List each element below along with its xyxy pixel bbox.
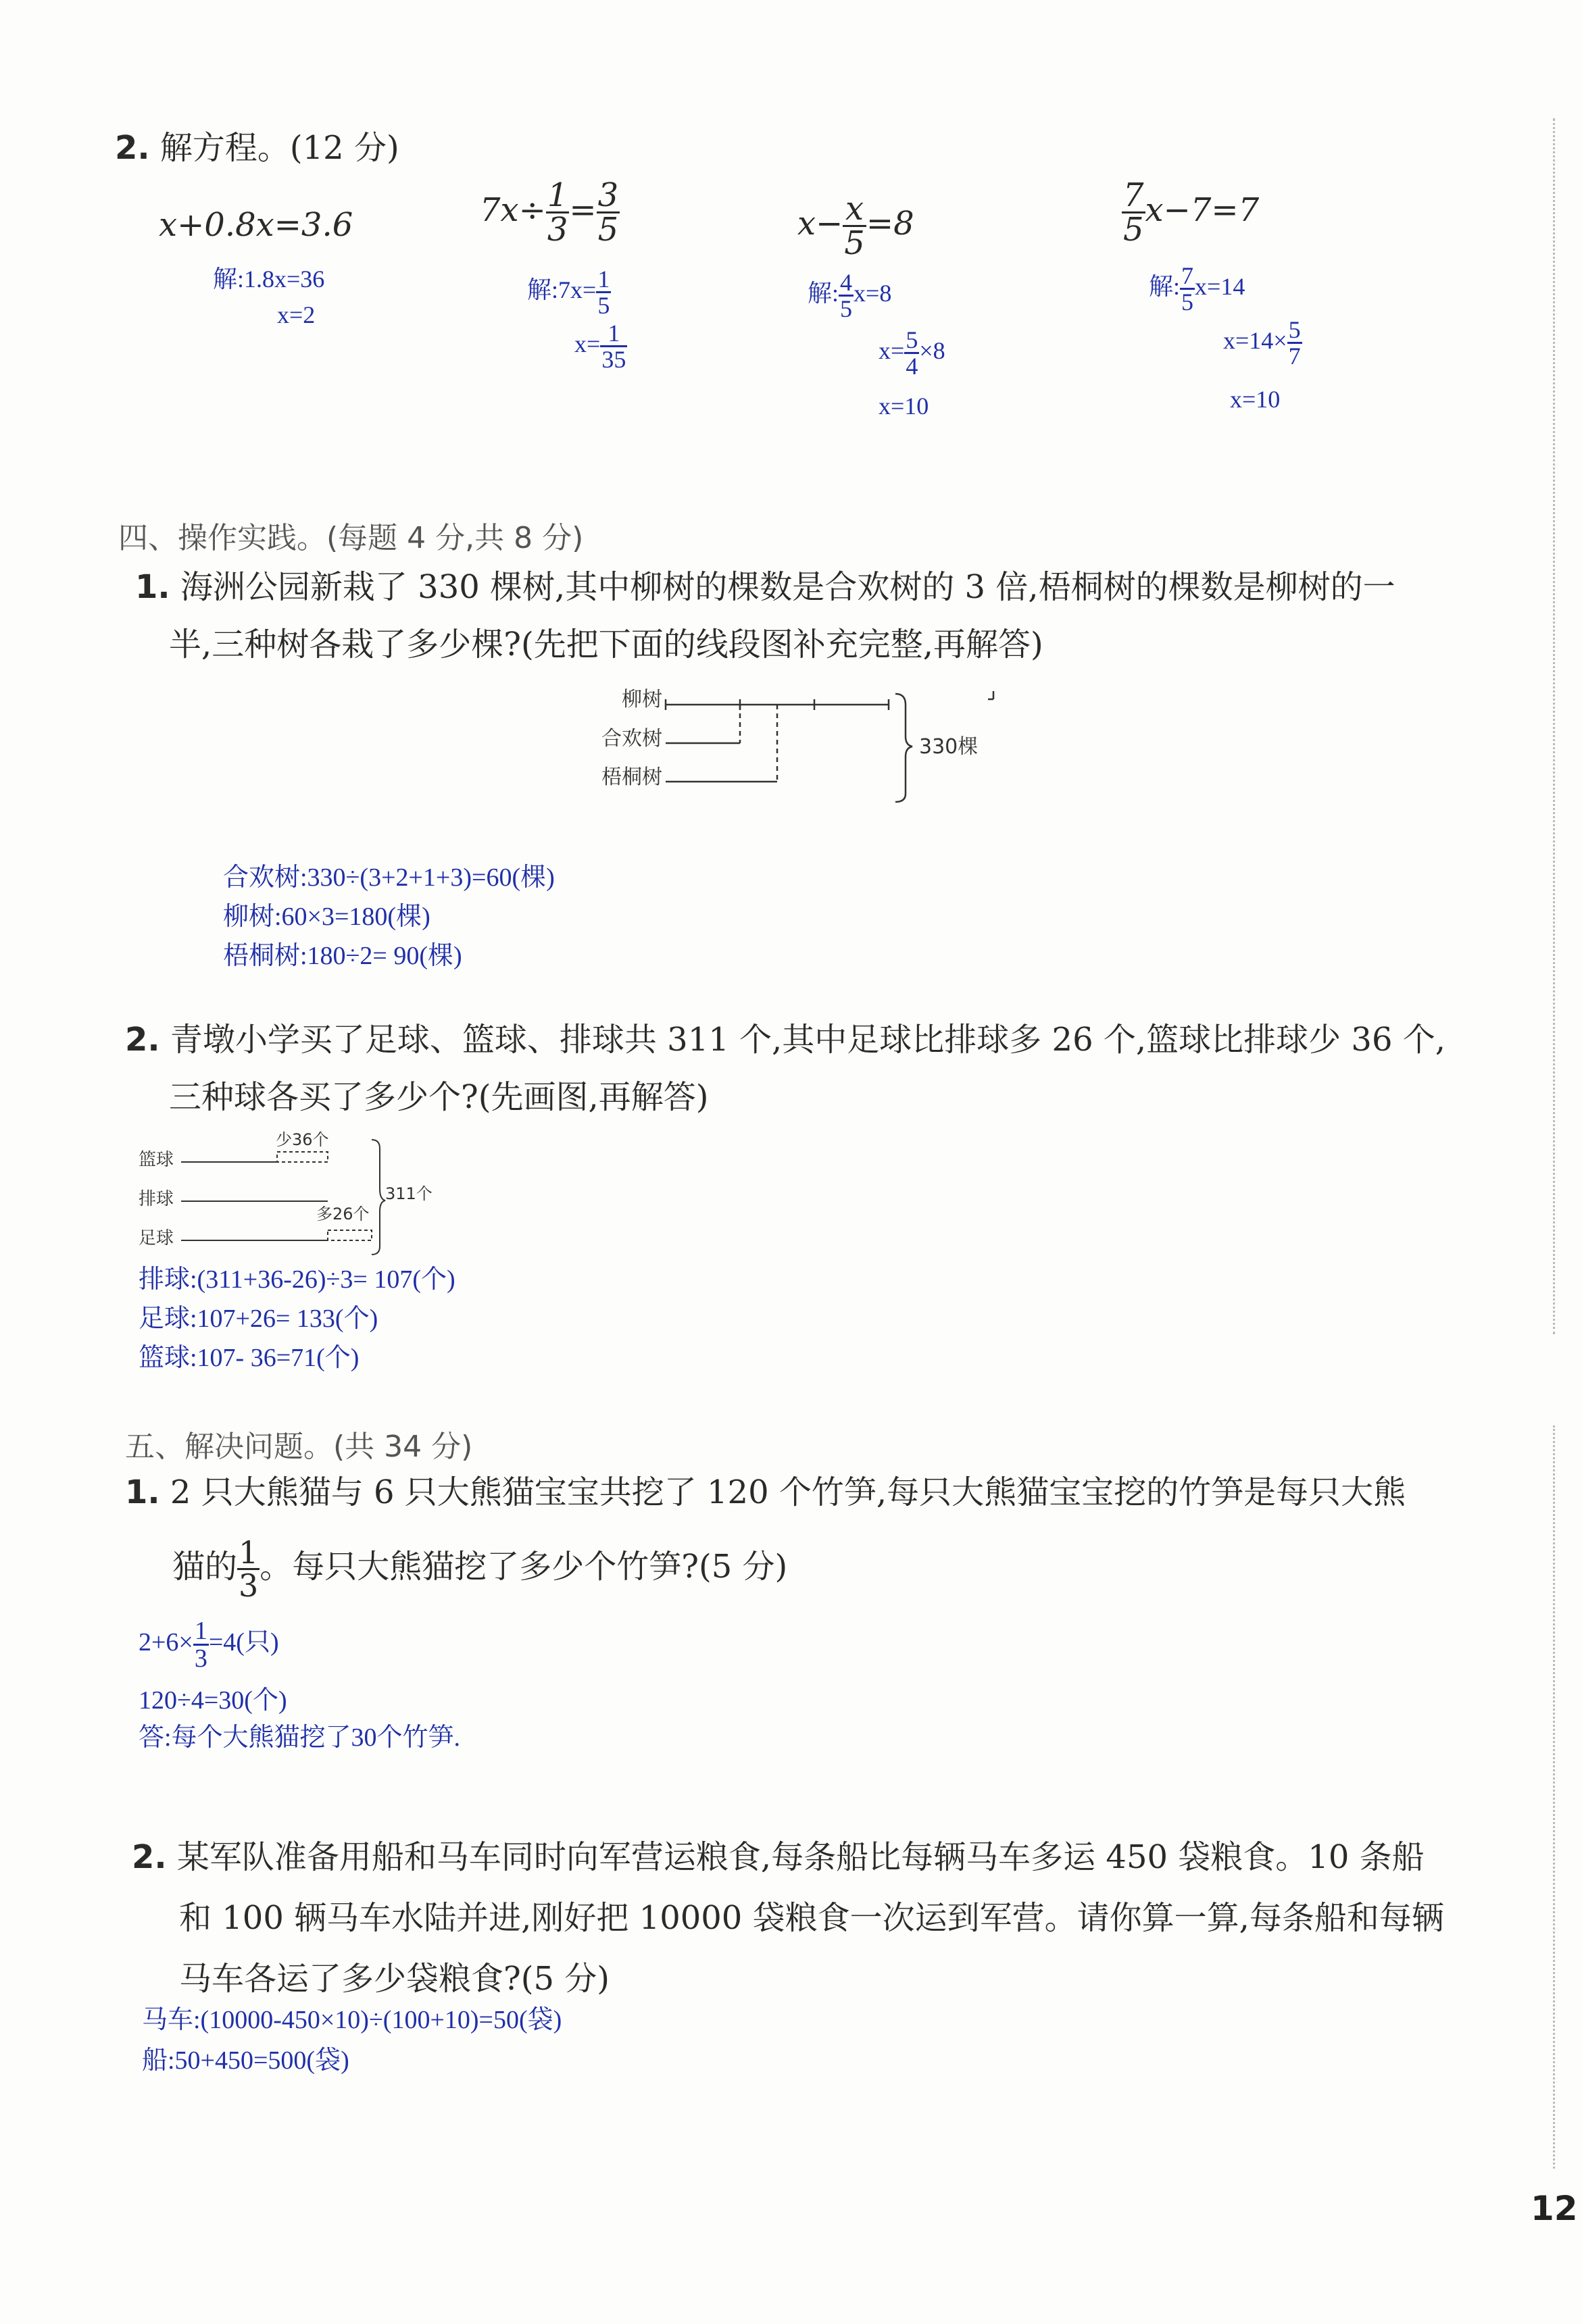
s5-p1-ans1-pre: 2+6×	[139, 1628, 193, 1657]
eq4-ans1-den: 5	[1181, 288, 1194, 315]
equation-1: x+0.8x=3.6	[159, 206, 353, 244]
eq2-ans2-den: 35	[601, 346, 626, 373]
s5-p2-answer-2: 船:50+450=500(袋)	[142, 2046, 349, 2075]
s4-p1-line2: 半,三种树各栽了多少棵?(先把下面的线段图补充完整,再解答)	[169, 626, 1043, 663]
q2-number: 2.	[115, 129, 150, 167]
margin-dotted-line-bottom	[1553, 1425, 1555, 2169]
s5-p1-ans1-post: =4(只)	[208, 1628, 279, 1657]
eq1-answer-step1: 解:1.8x=36	[213, 266, 325, 293]
eq3-answer-step2	[879, 328, 945, 378]
eq4-ans1-text: 解:	[1149, 272, 1181, 300]
eq4-answer-step2	[1223, 318, 1302, 368]
margin-dotted-line-top	[1553, 118, 1555, 1334]
section-4-title: 四、操作实践。(每题 4 分,共 8 分)	[118, 521, 584, 555]
eq2-frac1-den: 3	[547, 211, 568, 249]
label-more-26: 多26个	[316, 1205, 370, 1223]
eq3-ans2-post: ×8	[919, 336, 945, 364]
s4-p2-line2: 三种球各买了多少个?(先画图,再解答)	[169, 1078, 709, 1116]
eq3-answer-step3: x=10	[879, 393, 929, 420]
q2-title: 解方程。(12 分)	[159, 129, 399, 167]
q2-heading	[115, 128, 399, 168]
eq3-ans2-num: 5	[906, 326, 918, 353]
eq2-ans1-num: 1	[597, 266, 610, 293]
page-number: 12	[1531, 2189, 1578, 2228]
eq4-ans2-num: 5	[1288, 316, 1301, 343]
s5-p2-line3: 马车各运了多少袋粮食?(5 分)	[179, 1960, 610, 1998]
eq4-ans2-text: x=14×	[1223, 326, 1287, 354]
ball-segment-diagram	[135, 1125, 460, 1260]
eq4-frac-num: 7	[1123, 176, 1144, 214]
equation-2	[480, 176, 620, 249]
eq2-frac2-num: 3	[597, 176, 619, 214]
s5-p2-answer-1: 马车:(10000-450×10)÷(100+10)=50(袋)	[142, 2006, 562, 2034]
s4-p2-answer-3: 篮球:107- 36=71(个)	[139, 1344, 360, 1372]
eq4-answer-step3: x=10	[1230, 386, 1281, 413]
s4-p1-answer-2: 柳树:60×3=180(棵)	[223, 903, 430, 931]
s5-p1-ans1-num: 1	[194, 1617, 207, 1645]
section-5-title: 五、解决问题。(共 34 分)	[125, 1430, 473, 1464]
eq4-suffix: x−7=7	[1145, 191, 1260, 229]
eq3-answer-step1	[808, 270, 891, 321]
s5-p1-answer-1	[139, 1618, 279, 1671]
eq2-ans2-num: 1	[608, 320, 620, 347]
s4-p1-line1	[135, 567, 1395, 607]
eq4-ans1-num: 7	[1181, 262, 1194, 289]
eq2-frac2-den: 5	[597, 211, 619, 249]
eq3-prefix: x−	[797, 205, 843, 243]
eq3-frac-den: 5	[844, 224, 865, 262]
s4-p1-number: 1.	[135, 568, 170, 606]
eq2-equals: =	[569, 191, 597, 229]
s4-p1-answers	[223, 858, 555, 976]
eq2-answer-step2	[574, 321, 627, 372]
eq2-ans1-den: 5	[597, 292, 610, 319]
eq3-ans1-text: 解:	[808, 279, 839, 307]
eq2-answer-step1	[527, 267, 611, 318]
equation-4	[1122, 176, 1260, 249]
eq1-answer-step2: x=2	[277, 301, 316, 328]
s4-p2-line1	[125, 1020, 1445, 1059]
eq4-answer-step1	[1149, 263, 1245, 314]
tree-segment-diagram	[588, 679, 1020, 814]
s4-p1-answer-1: 合欢树:330÷(3+2+1+3)=60(棵)	[223, 863, 555, 892]
label-less-36: 少36个	[276, 1130, 329, 1149]
s5-p1-frac-num: 1	[239, 1534, 259, 1571]
s5-p1-line2-pre: 猫的	[172, 1548, 238, 1586]
s4-p1-answer-3: 梧桐树:180÷2= 90(棵)	[223, 942, 462, 970]
eq3-ans2-den: 4	[906, 353, 918, 380]
s5-p1-number: 1.	[125, 1473, 160, 1511]
s5-p2-line1	[132, 1838, 1425, 1877]
eq4-ans1-post: x=14	[1195, 272, 1245, 300]
s5-p2-line2: 和 100 辆马车水陆并进,刚好把 10000 袋粮食一次运到军营。请你算一算,每条船和每辆	[179, 1899, 1444, 1937]
eq2-frac1-num: 1	[547, 176, 568, 214]
s4-p2-number: 2.	[125, 1021, 160, 1059]
eq4-ans2-den: 7	[1288, 343, 1301, 370]
s5-p2-answers	[142, 2000, 562, 2081]
label-basketball: 篮球	[139, 1150, 174, 1170]
label-football: 足球	[139, 1228, 174, 1248]
eq2-ans1-text: 解:7x=	[527, 276, 597, 303]
s5-p1-answer-2: 120÷4=30(个)	[139, 1686, 287, 1715]
eq2-prefix: 7x÷	[480, 191, 546, 229]
label-silk-tree: 合欢树	[601, 727, 662, 751]
eq3-ans1-den: 5	[840, 295, 853, 322]
eq3-frac-num: x	[845, 190, 864, 228]
s4-p2-answer-1: 排球:(311+36-26)÷3= 107(个)	[139, 1265, 455, 1294]
s4-p2-answer-2: 足球:107+26= 133(个)	[139, 1305, 378, 1333]
equation-3	[797, 190, 914, 262]
eq3-suffix: =8	[866, 205, 914, 243]
eq3-ans1-num: 4	[840, 269, 853, 296]
eq3-ans2-text: x=	[879, 336, 905, 364]
label-parasol-tree: 梧桐树	[601, 765, 662, 789]
s5-p1-answer-3: 答:每个大熊猫挖了30个竹笋.	[139, 1723, 461, 1752]
label-total-311: 311个	[385, 1184, 432, 1203]
s5-p1-text1: 2 只大熊猫与 6 只大熊猫宝宝共挖了 120 个竹笋,每只大熊猫宝宝挖的竹笋是每只大熊	[170, 1473, 1406, 1511]
eq2-ans2-text: x=	[574, 330, 601, 357]
s4-p2-text1: 青墩小学买了足球、篮球、排球共 311 个,其中足球比排球多 26 个,篮球比排球少 36 个,	[170, 1021, 1446, 1059]
s5-p1-line2	[172, 1534, 788, 1604]
s5-p1-frac-den: 3	[239, 1567, 259, 1604]
label-total-330: 330棵	[919, 735, 979, 759]
eq3-ans1-post: x=8	[854, 279, 892, 307]
label-volleyball: 排球	[139, 1189, 174, 1209]
s4-p2-answers	[139, 1260, 455, 1378]
s5-p2-number: 2.	[132, 1838, 167, 1876]
s5-p1-line1	[125, 1473, 1406, 1512]
s5-p1-line2-post: 。每只大熊猫挖了多少个竹笋?(5 分)	[259, 1548, 788, 1586]
eq4-frac-den: 5	[1123, 211, 1144, 249]
s4-p1-text1: 海洲公园新栽了 330 棵树,其中柳树的棵数是合欢树的 3 倍,梧桐树的棵数是柳树的一	[180, 568, 1395, 606]
label-willow: 柳树	[622, 688, 662, 711]
s5-p1-ans1-den: 3	[194, 1644, 207, 1673]
s5-p2-text1: 某军队准备用船和马车同时向军营运粮食,每条船比每辆马车多运 450 袋粮食。10 条船	[176, 1838, 1425, 1876]
